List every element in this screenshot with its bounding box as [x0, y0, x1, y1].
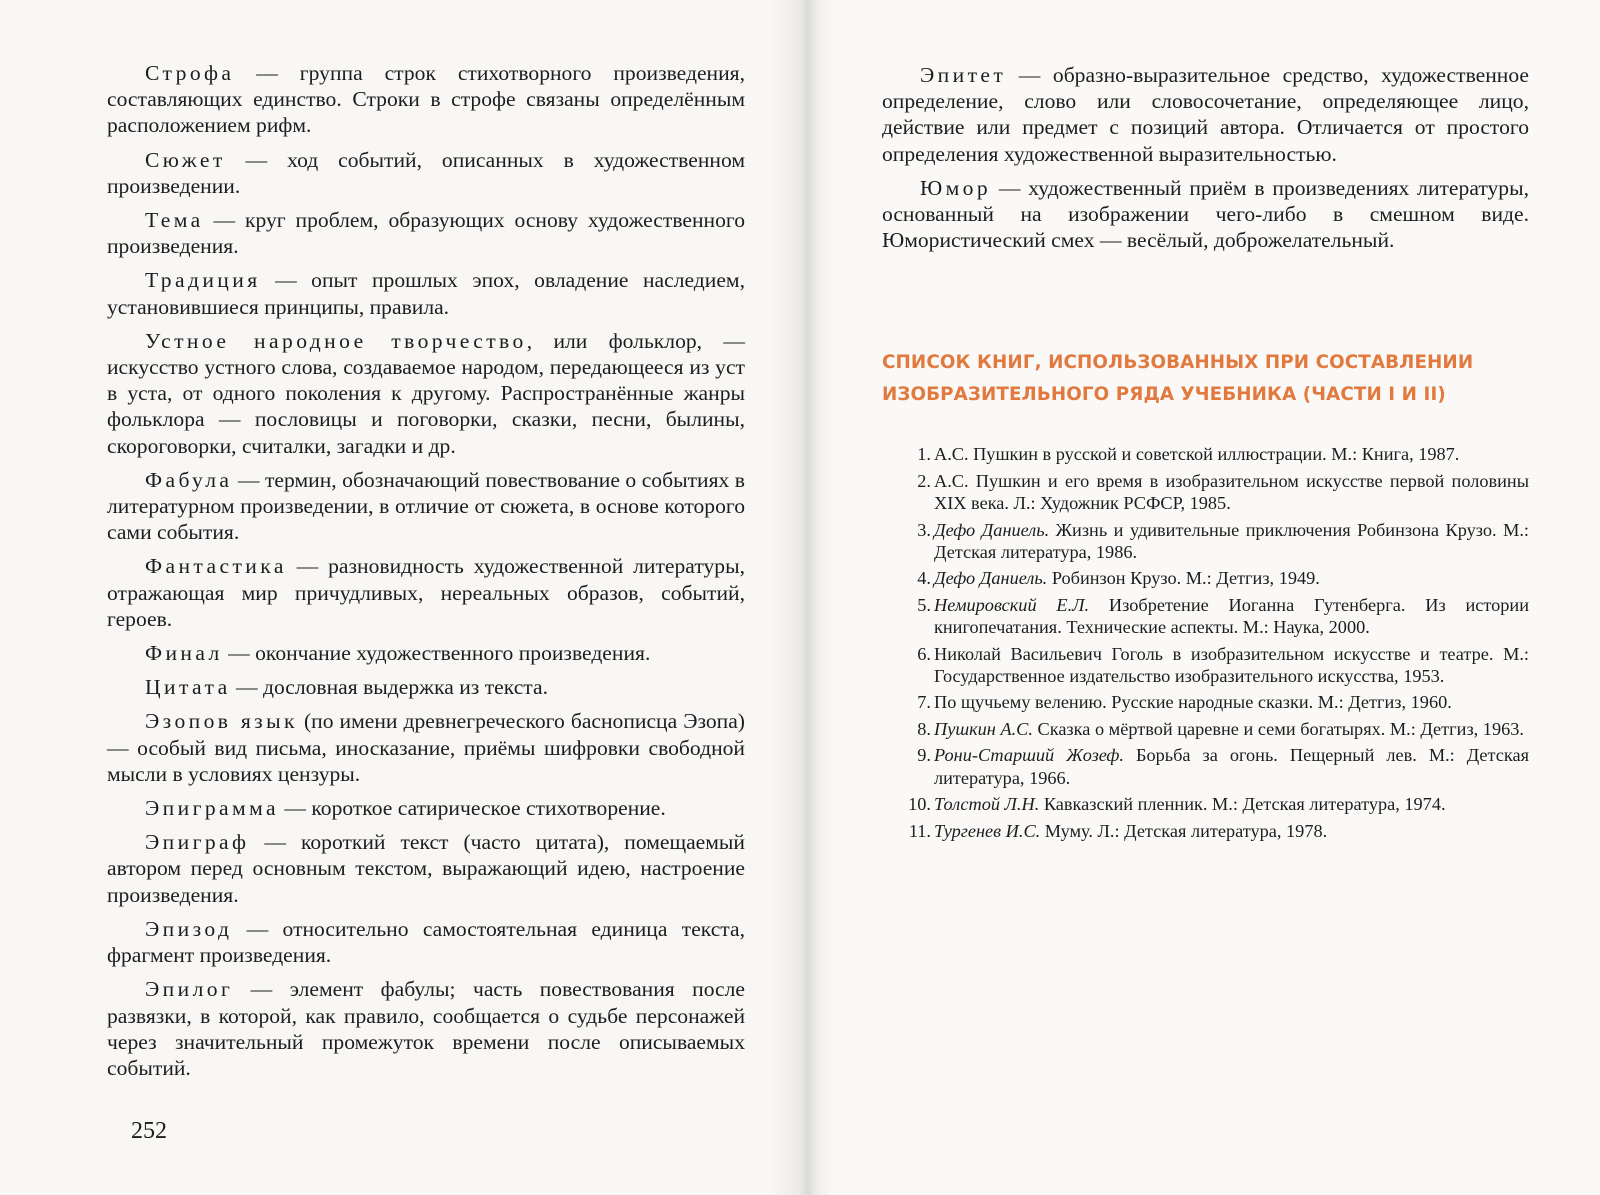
glossary-term: Эпизод — [145, 916, 233, 941]
glossary-term: Фабула — [145, 467, 233, 492]
bibliography-item-number: 2. — [917, 470, 931, 491]
bibliography-item — [882, 643, 1529, 688]
bibliography-item — [882, 691, 1529, 713]
bibliography-item-number: 5. — [917, 594, 931, 615]
bibliography-item-text — [934, 443, 1529, 465]
bibliography-item-text — [934, 820, 1529, 842]
bibliography-title: А.С. Пушкин и его время в изобразительном искусстве первой половины XIX века. Л.: Художник РСФСР, 1985. — [934, 470, 1529, 514]
glossary-definition: — короткий текст (часто цитата), помещаемый автором перед основным текстом, выражающий идею, настроение произведения. — [107, 830, 745, 907]
bibliography-item-text — [934, 793, 1529, 815]
bibliography-item-number: 3. — [917, 519, 931, 540]
bibliography-item-text — [934, 744, 1529, 789]
bibliography-item-text — [934, 718, 1529, 740]
glossary-term: Традиция — [145, 268, 261, 293]
glossary-entry — [107, 267, 745, 319]
bibliography-item-text — [934, 594, 1529, 639]
bibliography-author: Дефо Даниель. — [934, 568, 1048, 589]
bibliography-title: По щучьему велению. Русские народные сказки. М.: Детгиз, 1960. — [934, 692, 1452, 713]
glossary-right-entries — [882, 62, 1529, 253]
bibliography-item-number: 11. — [908, 820, 931, 841]
glossary-entry — [107, 553, 745, 632]
bibliography-author: Пушкин А.С. — [934, 718, 1033, 739]
glossary-entry — [107, 640, 745, 666]
bibliography-item — [882, 519, 1529, 564]
glossary-entry — [882, 62, 1529, 167]
glossary-term: Устное народное творчество — [145, 328, 527, 353]
bibliography-author: Толстой Л.Н. — [934, 794, 1040, 815]
glossary-definition: — художественный приём в произведениях литературы, основанный на изображении чего-либо в смешном виде. Юмористический смех — весёлый, доброжелательный. — [882, 175, 1529, 253]
glossary-definition: (по имени древнегреческого баснописца Эзопа) — особый вид письма, иносказание, приёмы шифровки свободной мысли в условиях цензуры. — [107, 709, 746, 786]
glossary-entry — [107, 829, 745, 908]
bibliography-item — [882, 744, 1529, 789]
bibliography-item-text — [934, 567, 1529, 589]
glossary-definition: — опыт прошлых эпох, овладение наследием, установившиеся принципы, правила. — [107, 268, 745, 319]
glossary-definition: — дословная выдержка из текста. — [230, 675, 548, 700]
glossary-left-column — [107, 60, 745, 1089]
bibliography-item-number: 9. — [917, 745, 931, 766]
glossary-entry — [107, 60, 745, 139]
bibliography-author: Рони-Старший Жозеф. — [934, 745, 1124, 766]
bibliography-item — [882, 793, 1529, 815]
glossary-entry — [107, 916, 745, 968]
bibliography-title: А.С. Пушкин в русской и советской иллюстрации. М.: Книга, 1987. — [934, 444, 1460, 465]
glossary-definition: — образно-выразительное средство, художественное определение, слово или словосочетание, определяющее лицо, действие или предмет с позиций автора. Отличается от простого определения художественной выразительностью. — [882, 63, 1529, 166]
bibliography-item — [882, 820, 1529, 842]
bibliography-item-text — [934, 470, 1529, 515]
bibliography-title: Кавказский пленник. М.: Детская литература, 1974. — [1039, 794, 1446, 815]
glossary-entry — [107, 708, 745, 787]
bibliography-author: Дефо Даниель. — [934, 519, 1050, 540]
glossary-definition: — короткое сатирическое стихотворение. — [278, 796, 666, 821]
right-page — [808, 0, 1600, 1195]
bibliography-item — [882, 718, 1529, 740]
bibliography-item-text — [934, 691, 1529, 713]
bibliography-title: Николай Васильевич Гоголь в изобразительном искусстве и театре. М.: Государственное издательство изобразительного искусства, 1953. — [934, 643, 1529, 687]
glossary-term: Финал — [145, 641, 223, 666]
bibliography-title: Жизнь и удивительные приключения Робинзона Крузо. М.: Детская литература, 1986. — [934, 519, 1529, 563]
bibliography-title: Робинзон Крузо. М.: Детгиз, 1949. — [1047, 568, 1320, 589]
bibliography-item-text — [934, 643, 1529, 688]
bibliography-item — [882, 443, 1529, 465]
glossary-entry — [107, 467, 745, 546]
bibliography-title: Сказка о мёртвой царевне и семи богатырях. М.: Детгиз, 1963. — [1032, 718, 1524, 739]
bibliography-item-number: 1. — [917, 444, 931, 465]
glossary-term: Юмор — [920, 175, 992, 200]
glossary-term: Эпитет — [920, 63, 1007, 87]
glossary-term: Эзопов язык — [145, 709, 298, 734]
glossary-definition: — ход событий, описанных в художественном произведении. — [107, 147, 745, 198]
glossary-entry — [107, 795, 745, 821]
bibliography-heading — [882, 347, 1529, 411]
glossary-definition: — термин, обозначающий повествование о событиях в литературном произведении, в отличие от сюжета, в основе которого сами события. — [107, 467, 745, 545]
glossary-entry — [107, 147, 745, 199]
glossary-definition: — разновидность художественной литературы, отражающая мир причудливых, нереальных образов, событий, героев. — [107, 554, 745, 631]
bibliography-item-text — [934, 519, 1529, 564]
glossary-term: Сюжет — [145, 147, 226, 172]
glossary-term: Строфа — [145, 61, 235, 85]
bibliography-list — [882, 443, 1529, 842]
bibliography-title: Изобретение Иоганна Гутенберга. Из истории книгопечатания. Технические аспекты. М.: Наука, 2000. — [934, 594, 1529, 638]
glossary-term: Эпилог — [145, 977, 234, 1002]
page-number: 252 — [131, 1118, 167, 1144]
glossary-entry — [107, 328, 745, 459]
bibliography-title: Борьба за огонь. Пещерный лев. М.: Детская литература, 1966. — [934, 745, 1530, 788]
glossary-definition: — группа строк стихотворного произведения, составляющих единство. Строки в строфе связаны определённым расположением рифм. — [107, 61, 745, 138]
glossary-term: Эпиграф — [145, 830, 250, 855]
bibliography-item — [882, 594, 1529, 639]
bibliography-title: Муму. Л.: Детская литература, 1978. — [1040, 820, 1328, 841]
glossary-definition: , или фольклор, — искусство устного слова, создаваемое народом, передающееся из уст в уста, от одного поколения к другому. Распространённые жанры фольклора — пословицы и поговорки, сказки, песни, былины, скороговорки, считалки, загадки и др. — [107, 328, 745, 458]
glossary-entry — [107, 207, 745, 259]
bibliography-item-number: 10. — [908, 794, 931, 815]
glossary-term: Цитата — [145, 675, 231, 700]
glossary-entry — [882, 175, 1529, 254]
bibliography-item-number: 8. — [917, 718, 931, 739]
bibliography-author: Немировский Е.Л. — [934, 594, 1090, 615]
bibliography-heading-line-1: СПИСОК КНИГ, ИСПОЛЬЗОВАННЫХ ПРИ СОСТАВЛЕНИИ — [882, 352, 1474, 374]
glossary-entry — [107, 674, 745, 700]
bibliography-item-number: 7. — [917, 692, 931, 713]
bibliography-author: Тургенев И.С. — [934, 820, 1041, 841]
glossary-definition: — окончание художественного произведения. — [222, 641, 651, 666]
glossary-term: Тема — [145, 208, 204, 233]
bibliography-item-number: 4. — [917, 568, 931, 589]
glossary-definition: — круг проблем, образующих основу художественного произведения. — [107, 208, 745, 259]
glossary-term: Фантастика — [145, 554, 287, 579]
glossary-definition: — относительно самостоятельная единица текста, фрагмент произведения. — [107, 916, 745, 968]
glossary-definition: — элемент фабулы; часть повествования после развязки, в которой, как правило, сообщается о судьбе персонажей через значительный промежуток времени после описываемых событий. — [107, 977, 745, 1080]
right-column — [882, 62, 1529, 846]
bibliography-item — [882, 470, 1529, 515]
glossary-entry — [107, 976, 745, 1081]
glossary-term: Эпиграмма — [145, 796, 279, 821]
bibliography-item — [882, 567, 1529, 589]
bibliography-item-number: 6. — [917, 643, 931, 664]
bibliography-heading-line-2: ИЗОБРАЗИТЕЛЬНОГО РЯДА УЧЕБНИКА (ЧАСТИ I И II) — [882, 384, 1446, 406]
